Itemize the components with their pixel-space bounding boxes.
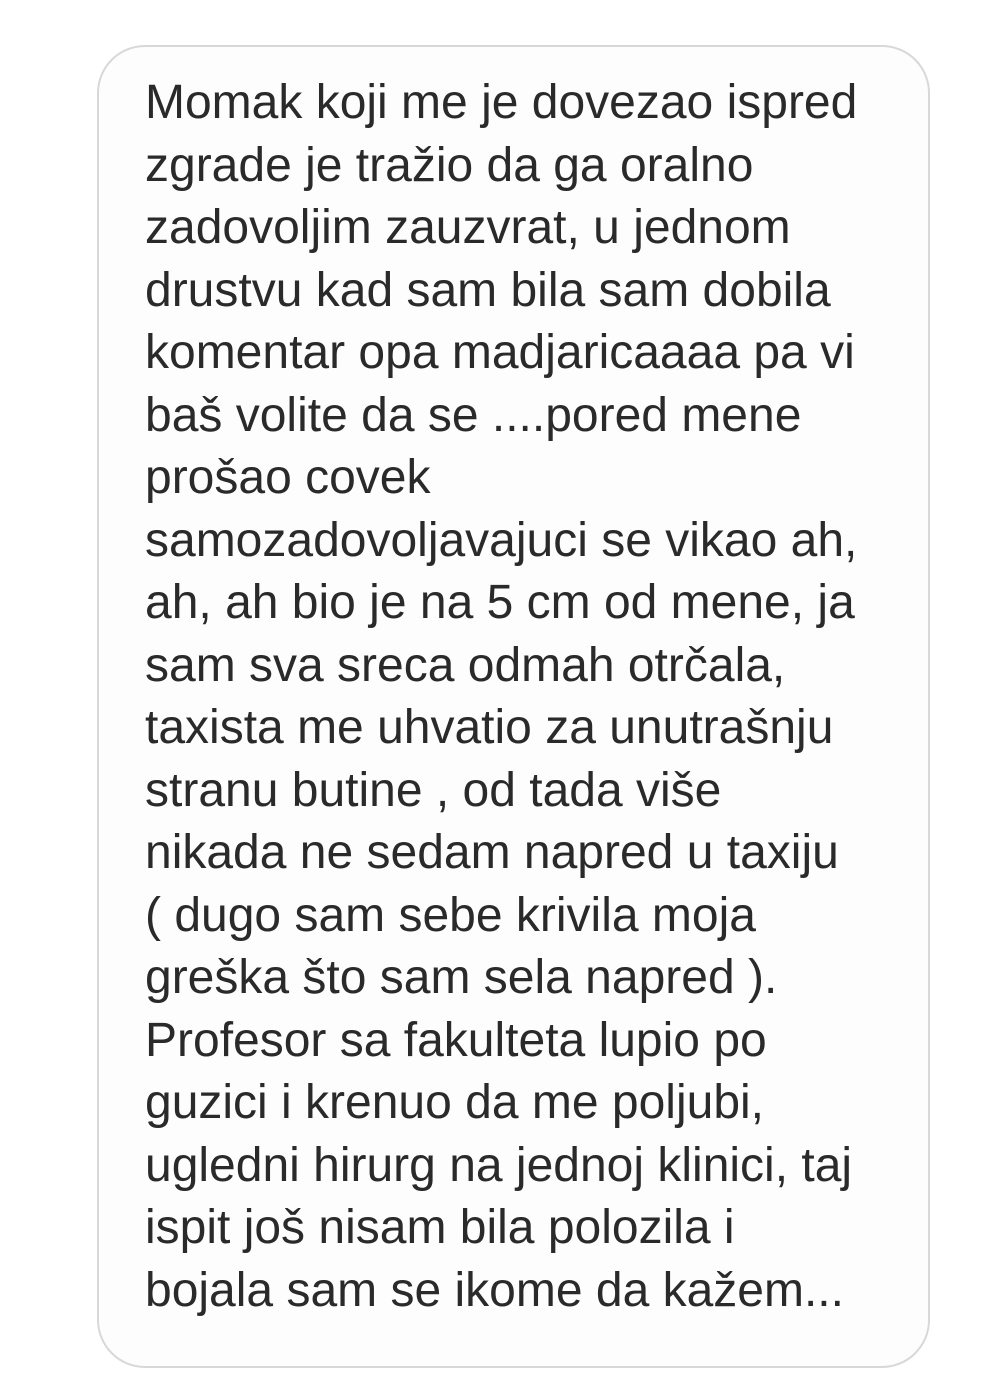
message-line: samozadovoljavajuci se vikao ah, bbox=[145, 513, 858, 567]
message-line: zadovoljim zauzvrat, u jednom bbox=[145, 201, 791, 254]
message-line: Profesor sa fakulteta lupio po bbox=[145, 1013, 767, 1067]
message-line: greška što sam sela napred ). bbox=[145, 951, 778, 1004]
message-line: komentar opa madjaricaaaa pa vi bbox=[145, 326, 855, 379]
message-bubble[interactable] bbox=[97, 45, 930, 1368]
message-line: ah, ah bio je na 5 cm od mene, ja bbox=[145, 576, 855, 629]
message-line: Momak koji me je dovezao ispred bbox=[145, 76, 858, 129]
message-line: ispit još nisam bila polozila i bbox=[145, 1201, 735, 1254]
message-line: sam sva sreca odmah otrčala, bbox=[145, 638, 786, 692]
message-text bbox=[145, 72, 898, 1322]
message-line: stranu butine , od tada više bbox=[145, 763, 722, 817]
message-line: baš volite da se ....pored mene bbox=[145, 388, 802, 442]
message-line: ugledni hirurg na jednoj klinici, taj bbox=[145, 1138, 853, 1192]
message-line: ( dugo sam sebe krivila moja bbox=[145, 888, 756, 942]
message-line: nikada ne sedam napred u taxiju bbox=[145, 826, 839, 879]
message-line: guzici i krenuo da me poljubi, bbox=[145, 1076, 765, 1129]
message-line: bojala sam se ikome da kažem... bbox=[145, 1263, 844, 1317]
message-line: taxista me uhvatio za unutrašnju bbox=[145, 701, 834, 754]
message-line: zgrade je tražio da ga oralno bbox=[145, 138, 754, 192]
message-line: prošao covek bbox=[145, 451, 431, 504]
message-line: drustvu kad sam bila sam dobila bbox=[145, 263, 831, 317]
